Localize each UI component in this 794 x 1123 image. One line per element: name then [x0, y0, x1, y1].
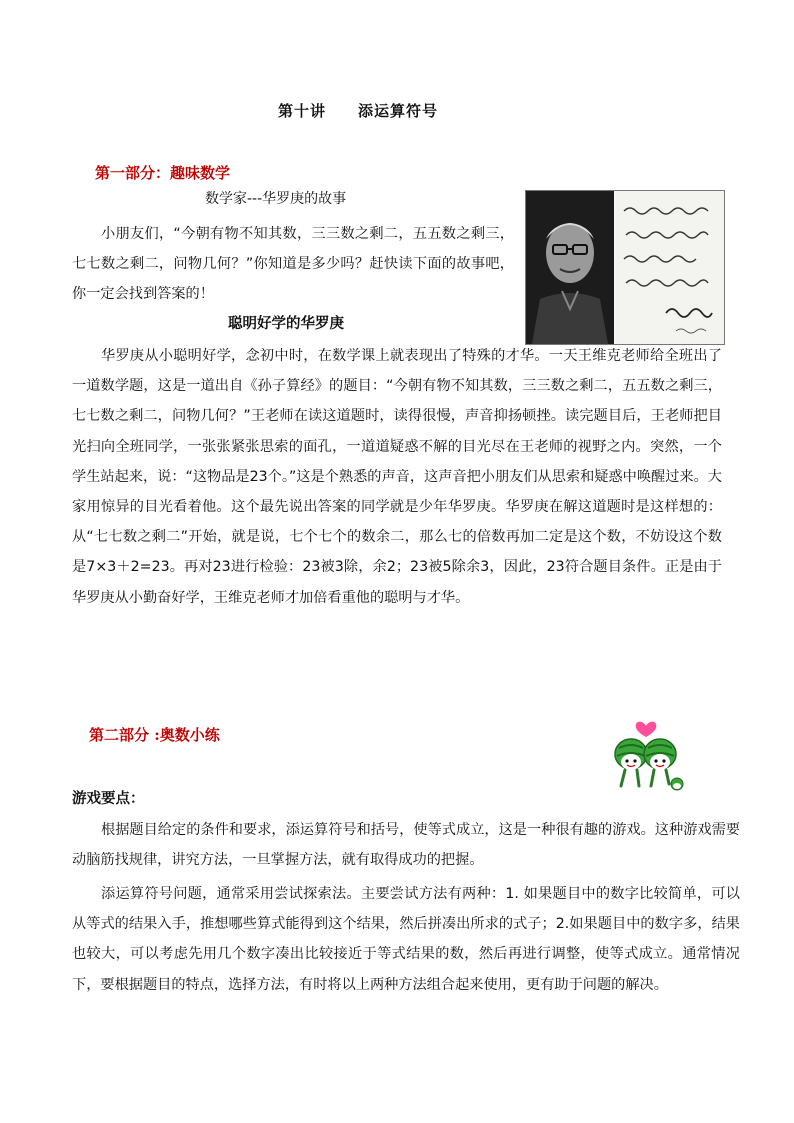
- story-paragraph: 华罗庚从小聪明好学，念初中时，在数学课上就表现出了特殊的才华。一天王维克老师给全班出了一道数学题，这是一道出自《孙子算经》的题目：“今朝有物不知其数，三三数之剩二，五五数之剩三，七七数之剩二，问物几何？”王老师在读这道题时，读得很慢，声音抑扬顿挫。读完题目后，王老师把目光扫向全班同学，一张张紧张思索的面孔，一道道疑惑不解的目光尽在王老师的视野之内。突然，一个学生站起来，说：“这物品是23个。”这是个熟悉的声音，这声音把小朋友们从思索和疑惑中唤醒过来。大家用惊异的目光看着他。这个最先说出答案的同学就是少年华罗庚。华罗庚在解这道题时是这样想的：从“七七数之剩二”开始，就是说，七个七个的数余二，那么七的倍数再加二定是这个数，不妨设这个数是7×3＋2=23。再对23进行检验：23被3除，余2；23被5除余3，因此，23符合题目条件。正是由于华罗庚从小勤奋好学，王维克老师才加倍看重他的聪明与才华。: [72, 348, 722, 606]
- game-points-heading: 游戏要点：: [72, 790, 145, 807]
- part1-heading: 第一部分：趣味数学: [95, 164, 231, 182]
- lesson-topic: 添运算符号: [358, 102, 439, 120]
- game-paragraph-2: 添运算符号问题，通常采用尝试探索法。主要尝试方法有两种：1. 如果题目中的数字比较简单，可以从等式的结果入手，推想哪些算式能得到这个结果，然后拼凑出所求的式子；2.如果题目中的数字多，结果也较大，可以考虑先用几个数字凑出比较接近于等式结果的数，然后再进行调整，使等式成立。通常情况下，要根据题目的特点，选择方法，有时将以上两种方法组合起来使用，更有助于问题的解决。: [72, 886, 740, 993]
- part2-heading: 第二部分 :奥数小练: [89, 726, 220, 744]
- story-title: 数学家---华罗庚的故事: [205, 191, 347, 207]
- portrait-image: [526, 191, 614, 344]
- lesson-number: 第十讲: [278, 102, 327, 120]
- watermelon-twins-mascot-icon: [605, 712, 687, 796]
- game-paragraph-1: 根据题目给定的条件和要求，添运算符号和括号，使等式成立，这是一种很有趣的游戏。这种游戏需要动脑筋找规律，讲究方法，一旦掌握方法，就有取得成功的把握。: [72, 822, 740, 869]
- calligraphy-image: [616, 191, 724, 344]
- page-title: [278, 100, 438, 121]
- story-subtitle: 聪明好学的华罗庚: [228, 315, 344, 332]
- intro-paragraph: 小朋友们，“今朝有物不知其数，三三数之剩二，五五数之剩三，七七数之剩二，问物几何？”你知道是多少吗？赶快读下面的故事吧，你一定会找到答案的！: [72, 226, 514, 303]
- hua-luogeng-photo: [525, 190, 725, 345]
